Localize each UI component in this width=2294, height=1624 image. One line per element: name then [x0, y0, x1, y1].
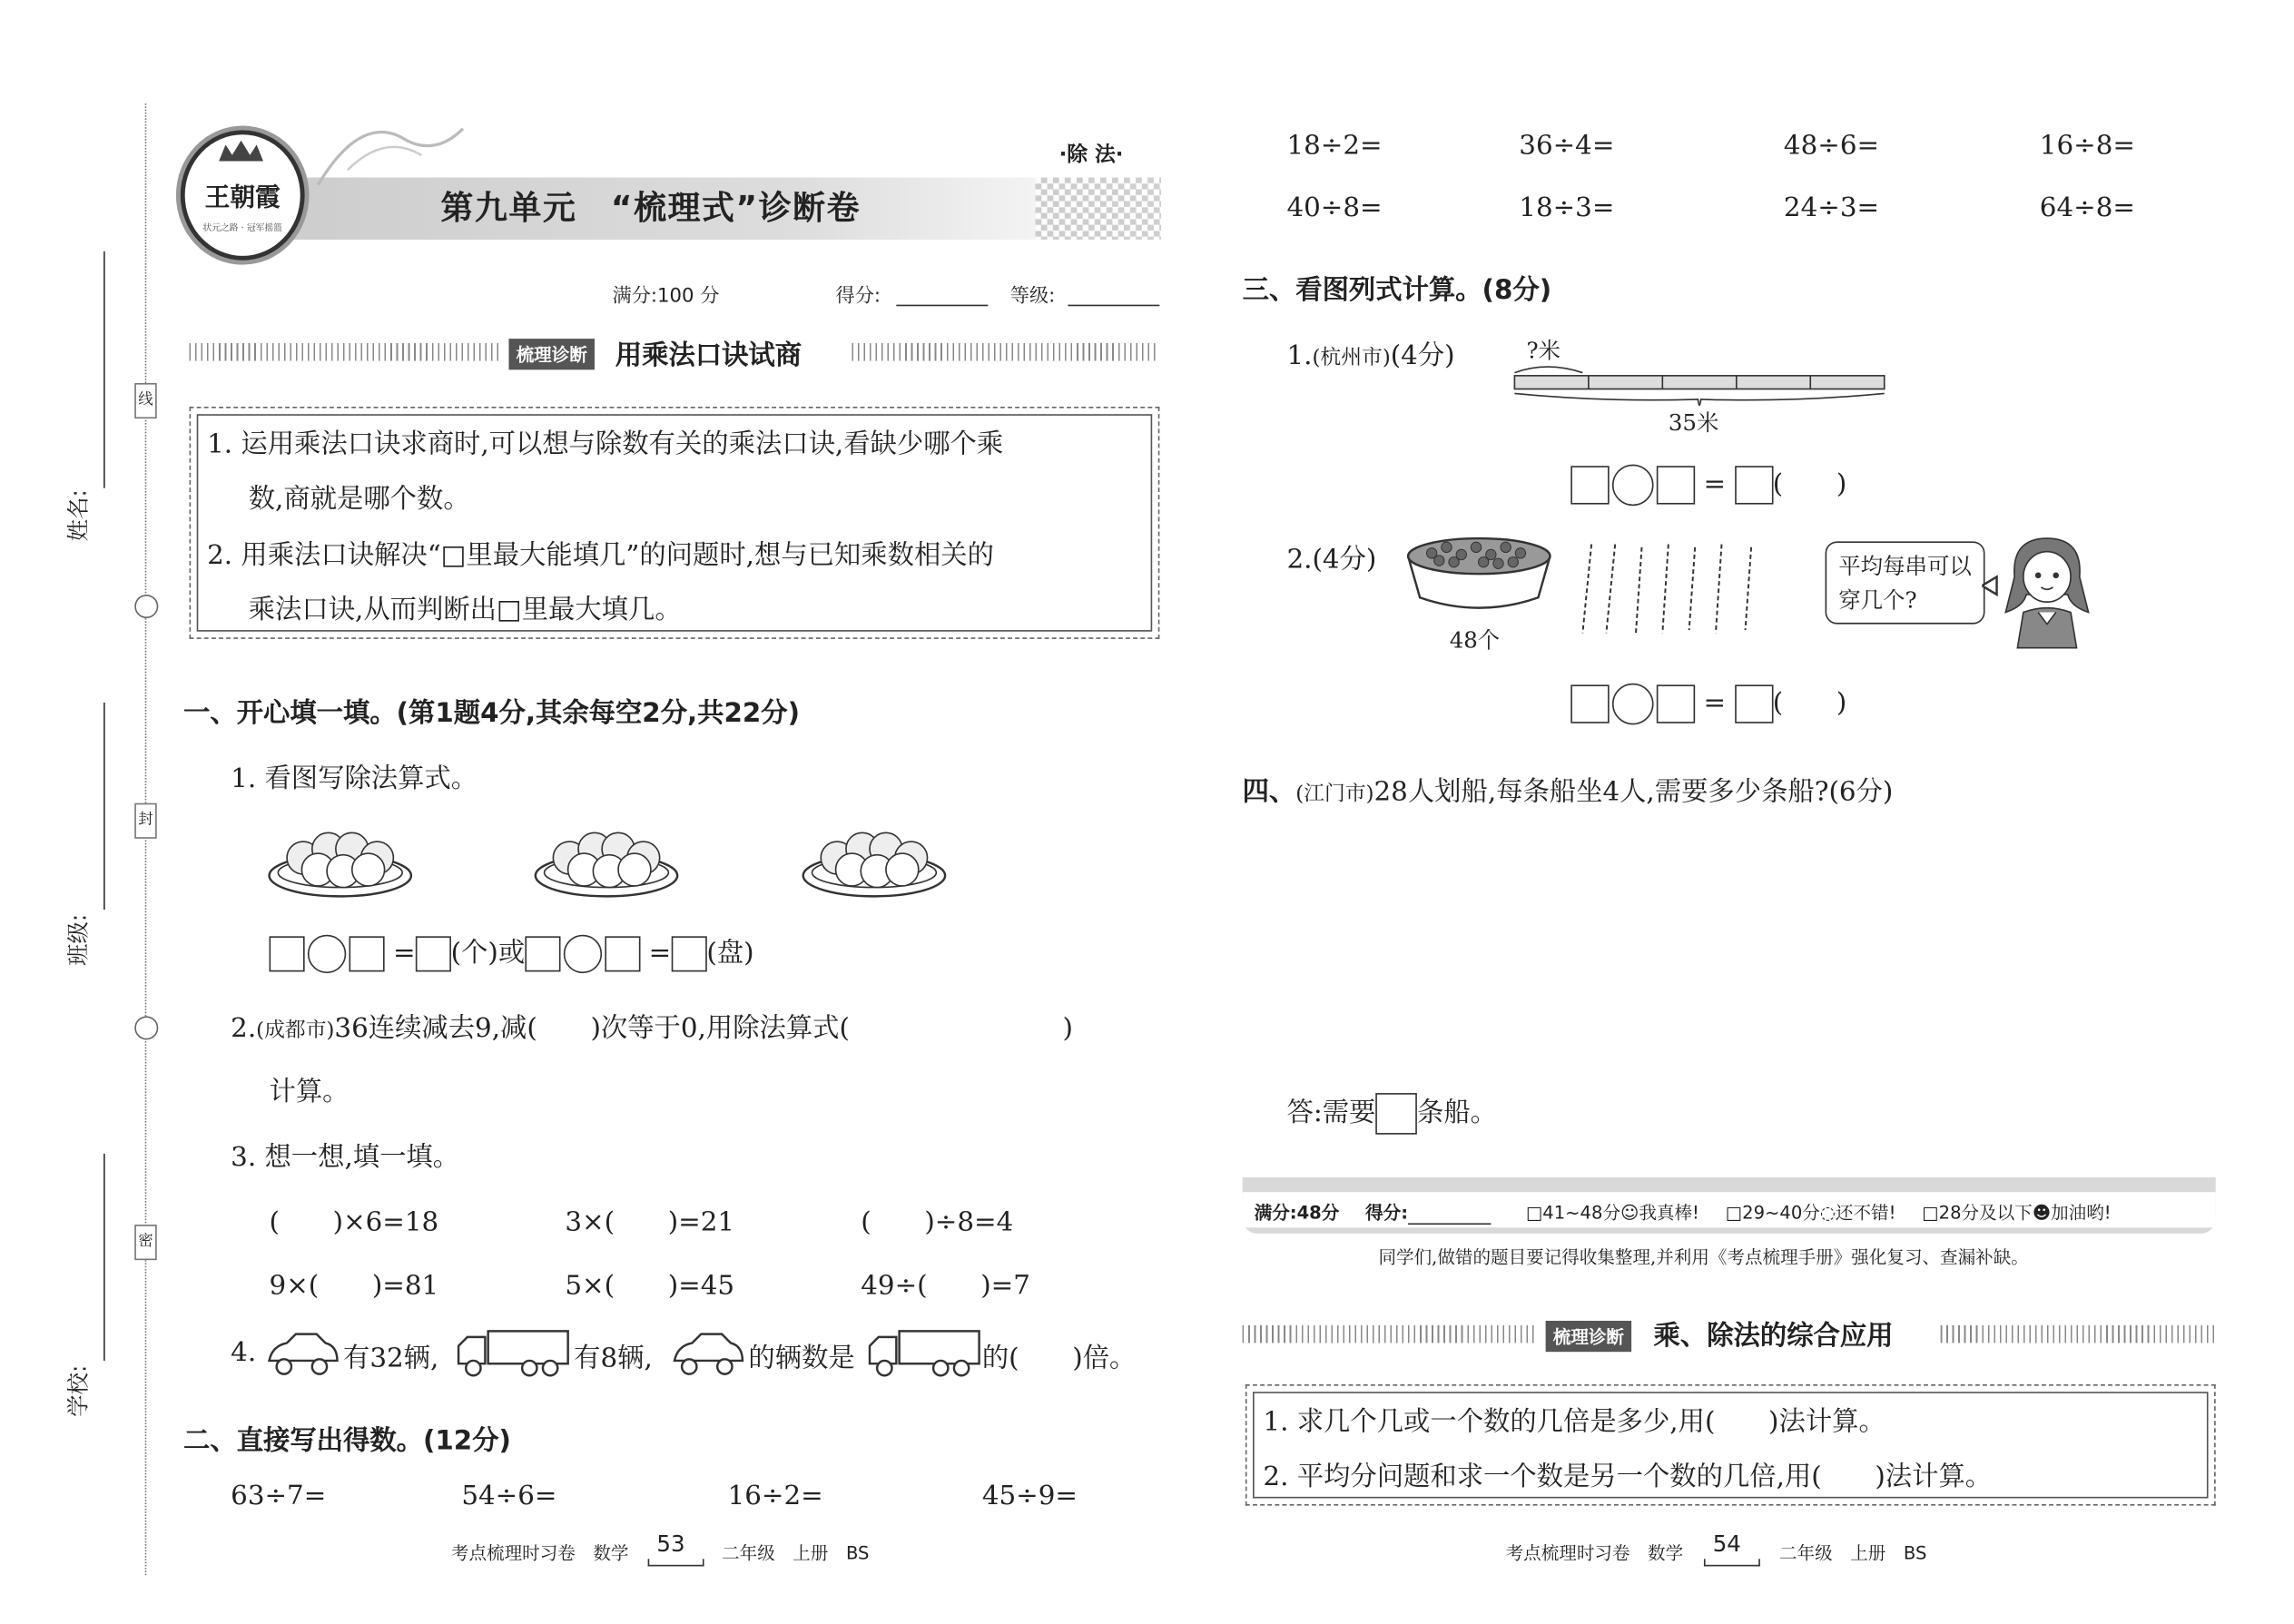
- q1-answer-row: = (个)或 = (盘): [270, 931, 754, 973]
- q2-text: 36连续减去9,减( )次等于0,用除法算式( ): [334, 1013, 1074, 1045]
- bar-score-label: 得分:: [1365, 1202, 1409, 1224]
- q2-line2: 计算。: [269, 1077, 350, 1108]
- page-number: 54: [1712, 1530, 1741, 1558]
- page-number: 53: [656, 1530, 685, 1558]
- q3-item[interactable]: ( )÷8=4: [861, 1206, 1014, 1238]
- q3-text: 3. 想一想,填一填。: [231, 1141, 460, 1174]
- calc-item[interactable]: 64÷8=: [2039, 192, 2135, 224]
- answer-line: [1286, 1091, 1496, 1134]
- answer-box[interactable]: [270, 936, 305, 971]
- footer-book: 考点梳理时习卷 数学: [450, 1542, 629, 1564]
- page-number-bracket: [648, 1559, 704, 1566]
- answer-box[interactable]: [1375, 1093, 1417, 1135]
- fruit-plate-icon: [533, 816, 681, 905]
- section-divider: [852, 343, 1159, 361]
- smile-face-icon: ☺: [1620, 1202, 1639, 1224]
- header-checker: [1036, 178, 1161, 240]
- seal-mark-line: 线: [134, 383, 156, 418]
- page-title: 第九单元 “梳理式”诊断卷: [440, 191, 861, 228]
- class-label: 班级:: [64, 913, 93, 966]
- answer-suffix: 条船。: [1416, 1097, 1497, 1129]
- tip3-line[interactable]: 1. 求几个几或一个数的几倍是多少,用( )法计算。: [1263, 1406, 1885, 1438]
- s3-q1-city: (杭州市): [1312, 346, 1391, 370]
- calc-item[interactable]: 16÷2=: [727, 1480, 823, 1512]
- answer-box[interactable]: [1657, 466, 1695, 504]
- school-label: 学校:: [64, 1364, 93, 1417]
- score-label: 得分:: [835, 285, 881, 308]
- girl-character-icon: [1982, 533, 2103, 651]
- score-bar-content: [1255, 1199, 2112, 1225]
- calc-item[interactable]: 45÷9=: [981, 1480, 1078, 1512]
- name-field[interactable]: [59, 251, 118, 547]
- bar-option-3[interactable]: □28分及以下: [1922, 1202, 2033, 1224]
- operator-circle[interactable]: [1612, 684, 1654, 725]
- chapter-tag: ·除 法·: [1058, 143, 1124, 168]
- calm-face-icon: ◌: [1819, 1202, 1836, 1224]
- fruit-plate-icon: [800, 816, 948, 905]
- logo-text: 王朝霞: [204, 183, 281, 213]
- answer-box[interactable]: [1657, 684, 1695, 723]
- operator-circle[interactable]: [1612, 465, 1654, 507]
- q1-text: 1. 看图写除法算式。: [231, 763, 478, 794]
- tip-section-title: 用乘法口诀试商: [615, 340, 802, 371]
- truck-icon: [456, 1325, 571, 1379]
- section-divider: [1243, 1325, 1539, 1343]
- q3-item[interactable]: ( )×6=18: [269, 1206, 439, 1238]
- calc-item[interactable]: 18÷2=: [1286, 130, 1383, 162]
- seal-mark-dense: 密: [134, 1225, 156, 1260]
- section-divider: [1941, 1325, 2216, 1343]
- school-field[interactable]: [59, 1154, 118, 1450]
- calc-item[interactable]: 36÷4=: [1519, 130, 1615, 162]
- section3-title: 三、看图列式计算。(8分): [1242, 275, 1552, 307]
- answer-prefix: 答:需要: [1286, 1097, 1376, 1129]
- full-score-text: 满分:100 分: [612, 285, 720, 308]
- binding-dotted-line: [145, 103, 147, 1575]
- s3-q2-answer-row: = ( ): [1570, 682, 1846, 724]
- q2-line1: [231, 1008, 1073, 1046]
- page-number-bracket: [1704, 1559, 1760, 1566]
- section1-title: 一、开心填一填。(第1题4分,其余每空2分,共22分): [183, 698, 801, 730]
- logo-slogan: 状元之路 · 冠军摇篮: [202, 223, 282, 234]
- answer-box[interactable]: [416, 936, 451, 971]
- bar-option-2-text: 还不错!: [1835, 1202, 1896, 1224]
- answer-box[interactable]: [525, 936, 560, 971]
- tip2-line1: 2. 用乘法口诀解决“□里最大能填几”的问题时,想与已知乘数相关的: [207, 539, 994, 571]
- q4-num: 4.: [231, 1336, 257, 1369]
- binding-hole-icon: [134, 595, 158, 618]
- section-divider: [190, 343, 503, 361]
- calc-item[interactable]: 18÷3=: [1519, 192, 1615, 224]
- fruit-plate-icon: [266, 816, 414, 905]
- s3-q2-head: [1286, 538, 1376, 576]
- s3-q1-unknown: ?米: [1526, 337, 1561, 364]
- truck-icon: [867, 1325, 982, 1379]
- s3-q1-head: [1286, 334, 1454, 372]
- calc-item[interactable]: 40÷8=: [1286, 192, 1383, 224]
- bar-full-score: 满分:48分: [1254, 1202, 1340, 1224]
- tip2-line2: 乘法口诀,从而判断出□里最大填几。: [248, 594, 682, 626]
- calc-item[interactable]: 24÷3=: [1783, 192, 1880, 224]
- calc-item[interactable]: 48÷6=: [1783, 130, 1880, 162]
- s3-q2-count: 48个: [1449, 626, 1501, 655]
- footer-grade: 二年级 上册 BS: [722, 1542, 870, 1564]
- q3-item[interactable]: 9×( )=81: [269, 1270, 439, 1302]
- grade-input[interactable]: [1068, 284, 1159, 306]
- answer-box[interactable]: [671, 936, 706, 971]
- s3-q2-num: 2.: [1286, 544, 1313, 576]
- bead-bowl-icon: [1403, 529, 1556, 618]
- s3-q2-score: (4分): [1312, 544, 1377, 576]
- q4-text1: 有32辆,: [342, 1343, 439, 1374]
- binding-hole-icon: [134, 1016, 158, 1039]
- footer-grade: 二年级 上册 BS: [1779, 1542, 1927, 1564]
- name-label: 姓名:: [64, 489, 93, 542]
- answer-box[interactable]: [1734, 684, 1772, 723]
- answer-box[interactable]: [605, 936, 640, 971]
- review-note: 同学们,做错的题目要记得收集整理,并利用《考点梳理手册》强化复习、查漏补缺。: [1378, 1246, 2029, 1268]
- s3-q1-score: (4分): [1390, 340, 1455, 371]
- q2-city: (成都市): [256, 1019, 335, 1043]
- tip2-section-title: 乘、除法的综合应用: [1653, 1320, 1894, 1353]
- q2-num: 2.: [231, 1013, 257, 1045]
- calc-item[interactable]: 63÷7=: [231, 1480, 327, 1512]
- seal-mark-seal: 封: [134, 803, 156, 839]
- s3-q1-total: 35米: [1668, 409, 1719, 437]
- section4-line: [1243, 771, 1894, 809]
- tip1-line2: 数,商就是哪个数。: [248, 483, 470, 515]
- q4-text2: 有8辆,: [574, 1343, 653, 1374]
- speech-bubble: 平均每串可以穿几个?: [1826, 541, 1985, 624]
- s3-q1-answer-row: = ( ): [1570, 463, 1846, 506]
- section4-title: 四、: [1242, 776, 1296, 808]
- q3-item[interactable]: 3×( )=21: [565, 1206, 735, 1238]
- cheer-face-icon: ☻: [2032, 1202, 2052, 1224]
- class-field[interactable]: [59, 703, 118, 999]
- brand-logo: [181, 130, 305, 260]
- q3-item[interactable]: 49÷( )=7: [861, 1270, 1030, 1302]
- section2-title: 二、直接写出得数。(12分): [183, 1425, 511, 1457]
- s3-q1-num: 1.: [1286, 340, 1313, 371]
- footer-book: 考点梳理时习卷 数学: [1505, 1542, 1684, 1564]
- diagnosis-tag: 梳理诊断: [508, 339, 595, 369]
- s4-city: (江门市): [1295, 782, 1374, 806]
- s3-q2-unit-blank[interactable]: ( ): [1772, 687, 1847, 719]
- answer-box[interactable]: [1570, 684, 1609, 723]
- answer-box[interactable]: [1734, 466, 1772, 504]
- bar-score-input[interactable]: [1408, 1207, 1491, 1225]
- tip1-line1: 1. 运用乘法口诀求商时,可以想与除数有关的乘法口诀,看缺少哪个乘: [207, 428, 1004, 460]
- answer-box[interactable]: [1570, 466, 1609, 504]
- s4-text: 28人划船,每条船坐4人,需要多少条船?(6分): [1373, 776, 1894, 808]
- calc-item[interactable]: 54÷6=: [461, 1480, 557, 1512]
- calc-item[interactable]: 16÷8=: [2039, 130, 2135, 162]
- q1-unit-ge: (个)或: [450, 937, 526, 969]
- car-icon: [263, 1328, 340, 1378]
- score-input[interactable]: [896, 284, 988, 306]
- grade-label: 等级:: [1009, 285, 1056, 308]
- s3-q1-unit-blank[interactable]: ( ): [1772, 468, 1847, 500]
- bar-option-3-text: 加油哟!: [2051, 1202, 2112, 1224]
- q4-text4: 的( )倍。: [981, 1343, 1137, 1374]
- skewer-sticks-icon: [1570, 541, 1777, 635]
- bar-option-1[interactable]: □41~48分: [1525, 1202, 1620, 1224]
- crown-icon: [219, 141, 263, 162]
- diagnosis-tag: 梳理诊断: [1546, 1321, 1632, 1352]
- tip4-line[interactable]: 2. 平均分问题和求一个数是另一个数的几倍,用( )法计算。: [1263, 1461, 1993, 1492]
- answer-box[interactable]: [350, 936, 385, 971]
- q3-item[interactable]: 5×( )=45: [565, 1270, 735, 1302]
- work-area[interactable]: [1243, 828, 2216, 1065]
- bar-option-1-text: 我真棒!: [1639, 1202, 1699, 1224]
- q4-text3: 的辆数是: [748, 1343, 855, 1374]
- operator-circle[interactable]: [564, 935, 602, 973]
- car-icon: [668, 1328, 745, 1378]
- bar-option-2[interactable]: □29~40分: [1725, 1202, 1820, 1224]
- q1-unit-pan: (盘): [706, 937, 754, 969]
- operator-circle[interactable]: [308, 935, 346, 973]
